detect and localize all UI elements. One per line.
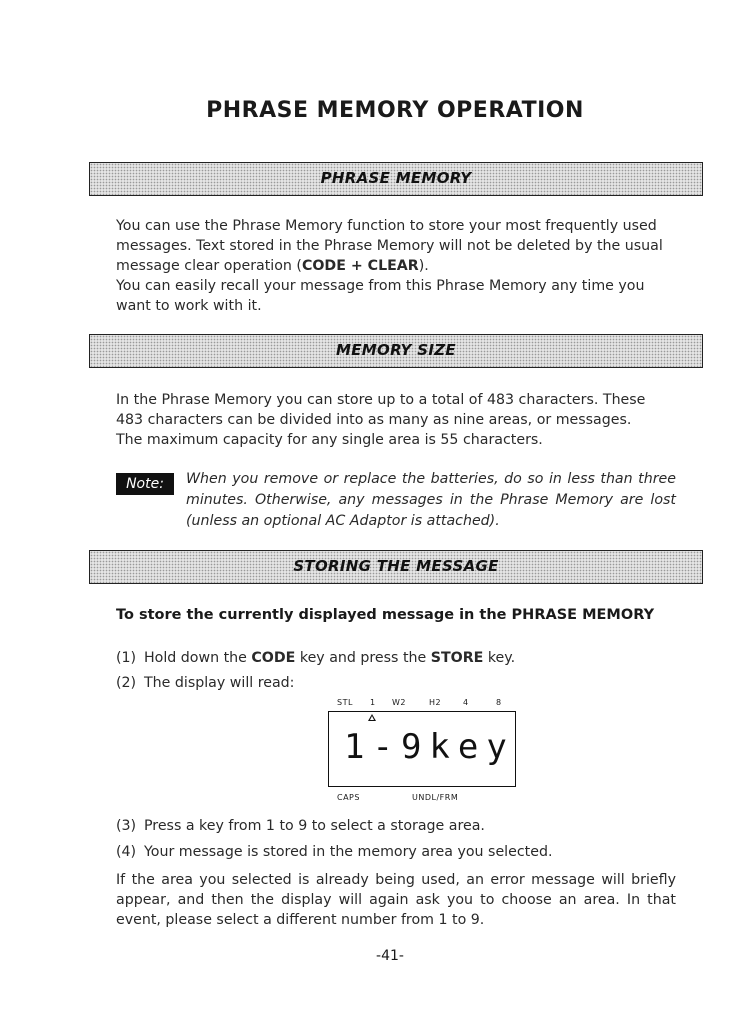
lcd-indicator-w2: W2 (392, 698, 406, 707)
step-3: (3) Press a key from 1 to 9 to select a storage area. (116, 818, 485, 834)
key-name: CODE (251, 650, 296, 666)
section-heading: MEMORY SIZE (336, 341, 456, 359)
section-heading: PHRASE MEMORY (320, 169, 472, 187)
lcd-indicator-h2: H2 (429, 698, 442, 707)
section-banner-storing-the-message (89, 550, 703, 584)
key-name: STORE (430, 650, 484, 666)
storing-final-paragraph: If the area you selected is already being used, an error message will briefly appear, and then the display will again ask you to choose an area. In that event, please select a different number from 1 to 9. (116, 872, 676, 928)
lcd-indicator-1: 1 (370, 698, 376, 707)
cursor-triangle-icon (368, 714, 376, 721)
page-number: -41- (376, 948, 404, 964)
step-number: (2) (116, 675, 137, 691)
memory-size-paragraph-1: In the Phrase Memory you can store up to a total of 483 characters. These 483 characters can be divided into as many as nine areas, or messages. (116, 392, 646, 428)
section-banner-phrase-memory (89, 162, 703, 196)
lcd-indicator-caps: CAPS (337, 793, 360, 802)
lcd-indicator-4: 4 (463, 698, 469, 707)
step-number: (3) (116, 818, 137, 834)
lcd-indicator-stl: STL (337, 698, 353, 707)
lcd-screen-text: 1-9key (344, 727, 515, 767)
key-combo: CODE + CLEAR (301, 258, 419, 274)
memory-size-paragraph-2: The maximum capacity for any single area is 55 characters. (116, 432, 543, 448)
section-heading: STORING THE MESSAGE (293, 557, 499, 575)
phrase-memory-paragraph-1: You can use the Phrase Memory function to store your most frequently used messages. Text stored in the Phrase Memory will not be deleted by the usual message clear operation (CODE + CLEAR). (116, 218, 663, 274)
step-number: (1) (116, 650, 137, 666)
step-1: (1) Hold down the CODE key and press the STORE key. (116, 650, 516, 666)
step-number: (4) (116, 844, 137, 860)
note-badge: Note: (116, 473, 174, 495)
step-2: (2) The display will read: (116, 675, 295, 691)
lcd-indicator-undl-frm: UNDL/FRM (412, 793, 459, 802)
section-banner-memory-size (89, 334, 703, 368)
lcd-indicator-8: 8 (496, 698, 502, 707)
page-title: PHRASE MEMORY OPERATION (206, 98, 584, 123)
storing-subheading: To store the currently displayed message in the PHRASE MEMORY (116, 607, 655, 623)
note-text: When you remove or replace the batteries, do so in less than three minutes. Otherwise, any messages in the Phrase Memory are lost (unless an optional AC Adaptor is attached). (186, 471, 676, 529)
phrase-memory-paragraph-2: You can easily recall your message from this Phrase Memory any time you want to work with it. (116, 278, 645, 314)
step-4: (4) Your message is stored in the memory area you selected. (116, 844, 553, 860)
